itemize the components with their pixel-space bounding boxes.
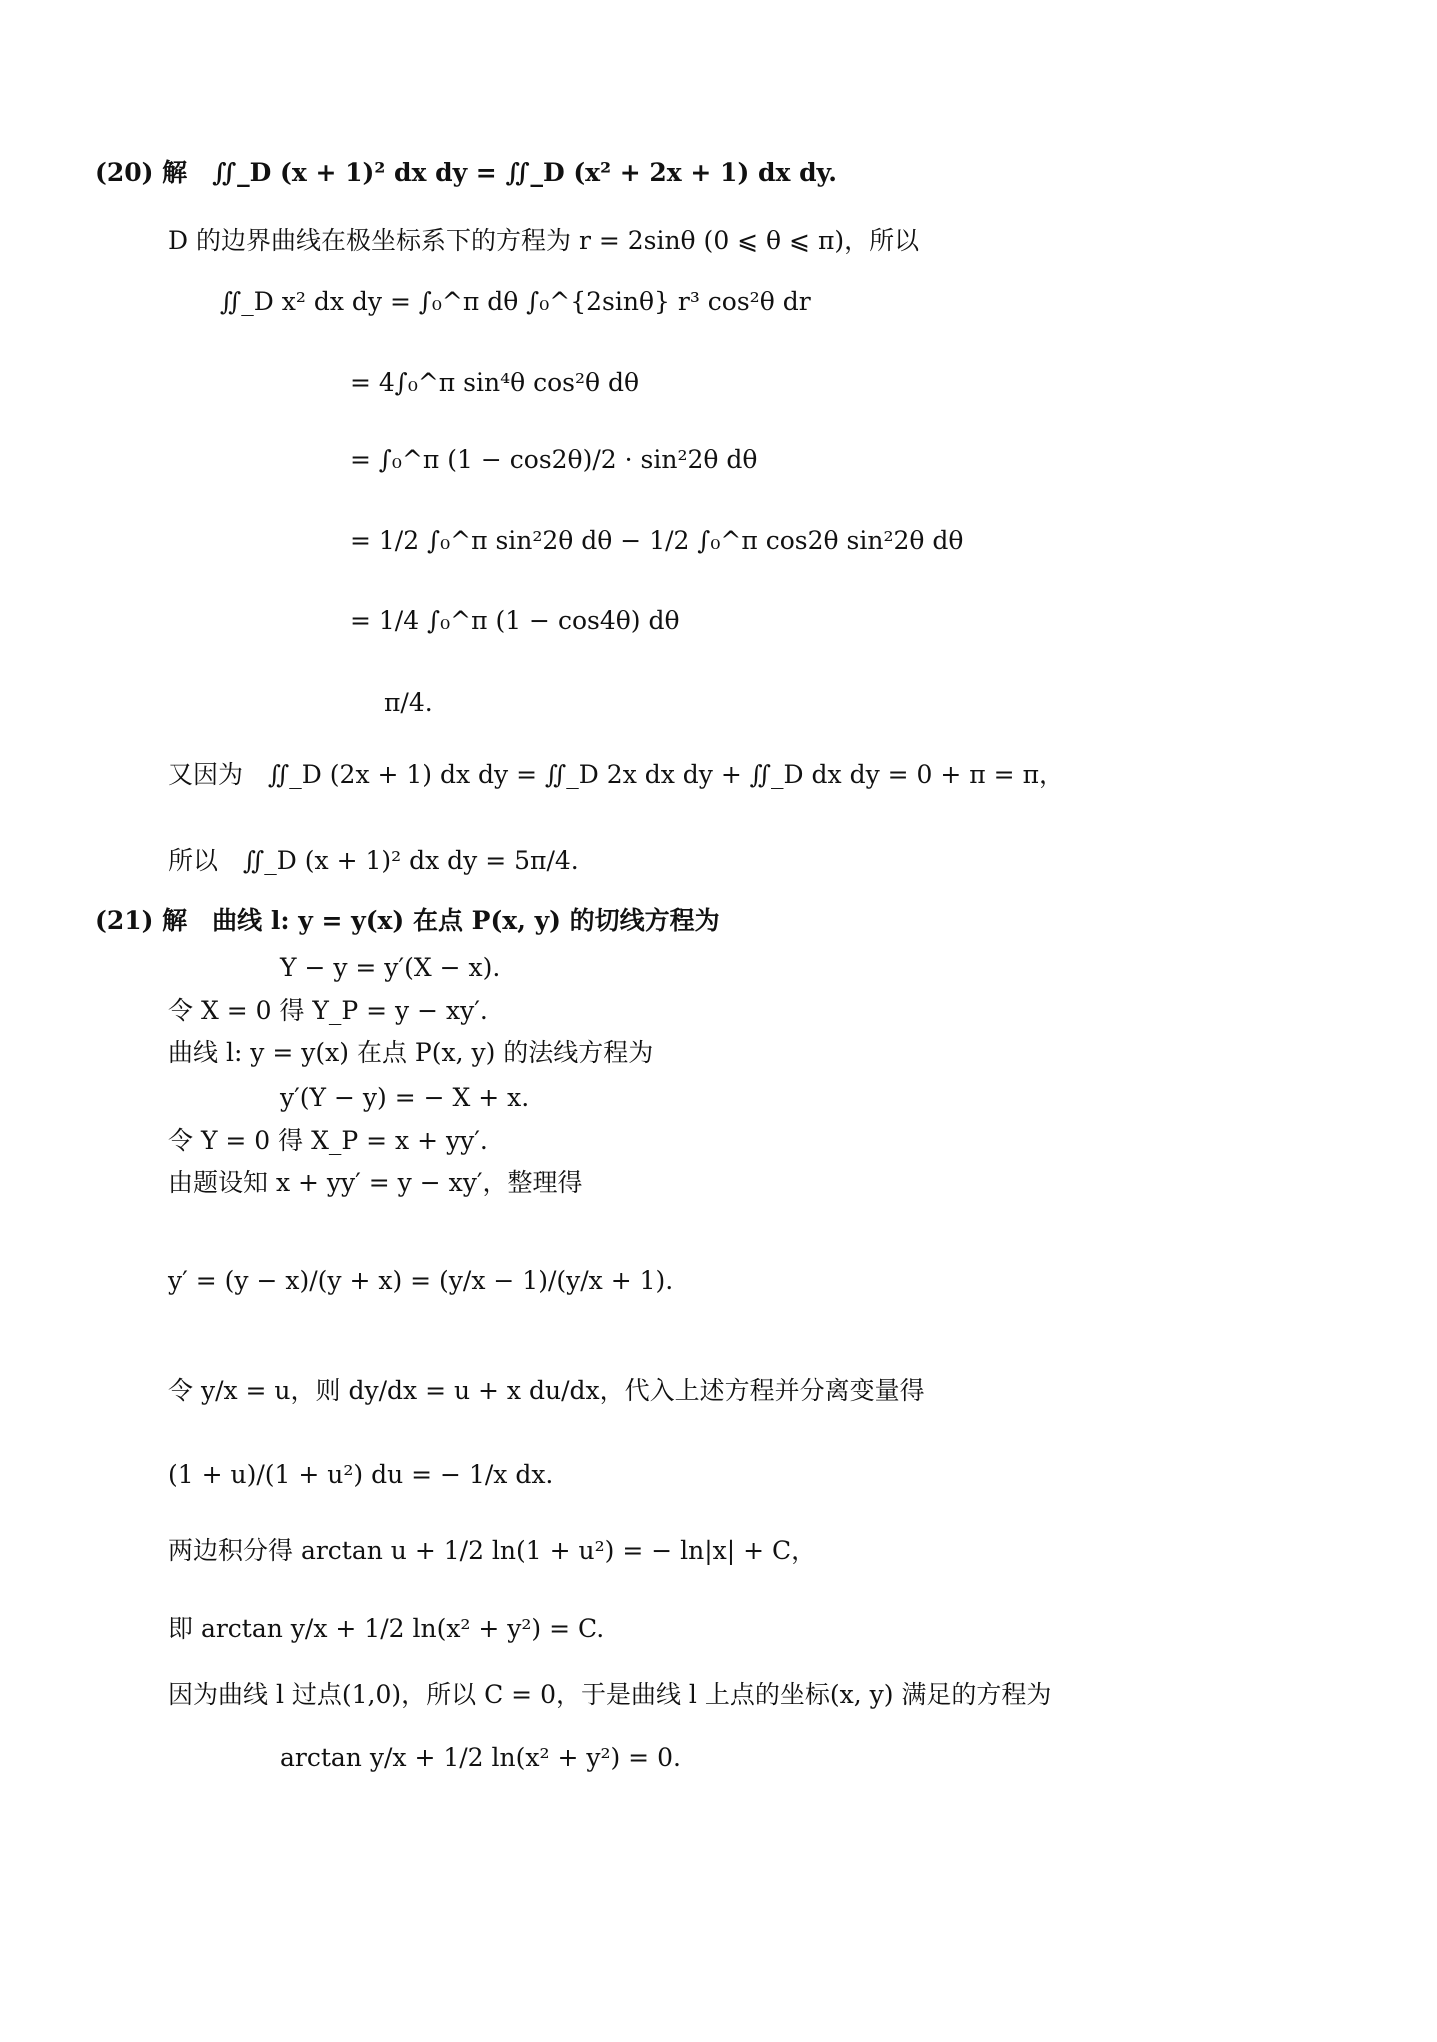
solution-21-line-5: y′(Y − y) = − X + x. [280, 1083, 530, 1112]
solution-20-line-7: = 1/4 ∫₀^π (1 − cos4θ) dθ [350, 606, 680, 635]
solution-20-line-8: π/4. [384, 688, 433, 717]
solution-20-line-10: 所以 ∬_D (x + 1)² dx dy = 5π/4. [168, 846, 579, 875]
solution-21-line-14: arctan y/x + 1/2 ln(x² + y²) = 0. [280, 1743, 681, 1772]
solution-21-line-7: 由题设知 x + yy′ = y − xy′，整理得 [168, 1168, 583, 1197]
solution-21-line-10: (1 + u)/(1 + u²) du = − 1/x dx. [168, 1460, 554, 1489]
solution-21-line-13: 因为曲线 l 过点(1,0)，所以 C = 0，于是曲线 l 上点的坐标(x, y) 满足的方程为 [168, 1680, 1052, 1709]
solution-21-line-1: (21) 解 曲线 l: y = y(x) 在点 P(x, y) 的切线方程为 [95, 906, 720, 935]
solution-20-line-6: = 1/2 ∫₀^π sin²2θ dθ − 1/2 ∫₀^π cos2θ sin²2θ dθ [350, 526, 964, 555]
solution-21-line-11: 两边积分得 arctan u + 1/2 ln(1 + u²) = − ln|x| + C， [168, 1536, 817, 1565]
solution-20-line-9: 又因为 ∬_D (2x + 1) dx dy = ∬_D 2x dx dy + ∬_D dx dy = 0 + π = π， [168, 760, 1064, 789]
solution-20-line-3: ∬_D x² dx dy = ∫₀^π dθ ∫₀^{2sinθ} r³ cos²θ dr [220, 287, 811, 316]
solution-21-line-4: 曲线 l: y = y(x) 在点 P(x, y) 的法线方程为 [168, 1038, 654, 1067]
solution-20-line-2: D 的边界曲线在极坐标系下的方程为 r = 2sinθ (0 ⩽ θ ⩽ π)，所以 [168, 226, 920, 255]
solution-21-line-12: 即 arctan y/x + 1/2 ln(x² + y²) = C. [168, 1614, 605, 1643]
solution-20-line-4: = 4∫₀^π sin⁴θ cos²θ dθ [350, 368, 640, 397]
solution-21-line-9: 令 y/x = u，则 dy/dx = u + x du/dx，代入上述方程并分离变量得 [168, 1376, 925, 1405]
solution-21-line-6: 令 Y = 0 得 X_P = x + yy′. [168, 1126, 488, 1155]
solution-21-line-8: y′ = (y − x)/(y + x) = (y/x − 1)/(y/x + 1). [168, 1266, 674, 1295]
solution-21-line-3: 令 X = 0 得 Y_P = y − xy′. [168, 996, 488, 1025]
solution-20-line-5: = ∫₀^π (1 − cos2θ)/2 · sin²2θ dθ [350, 445, 758, 474]
solution-21-line-2: Y − y = y′(X − x). [280, 953, 501, 982]
solution-20-line-1: (20) 解 ∬_D (x + 1)² dx dy = ∬_D (x² + 2x + 1) dx dy. [95, 158, 837, 187]
